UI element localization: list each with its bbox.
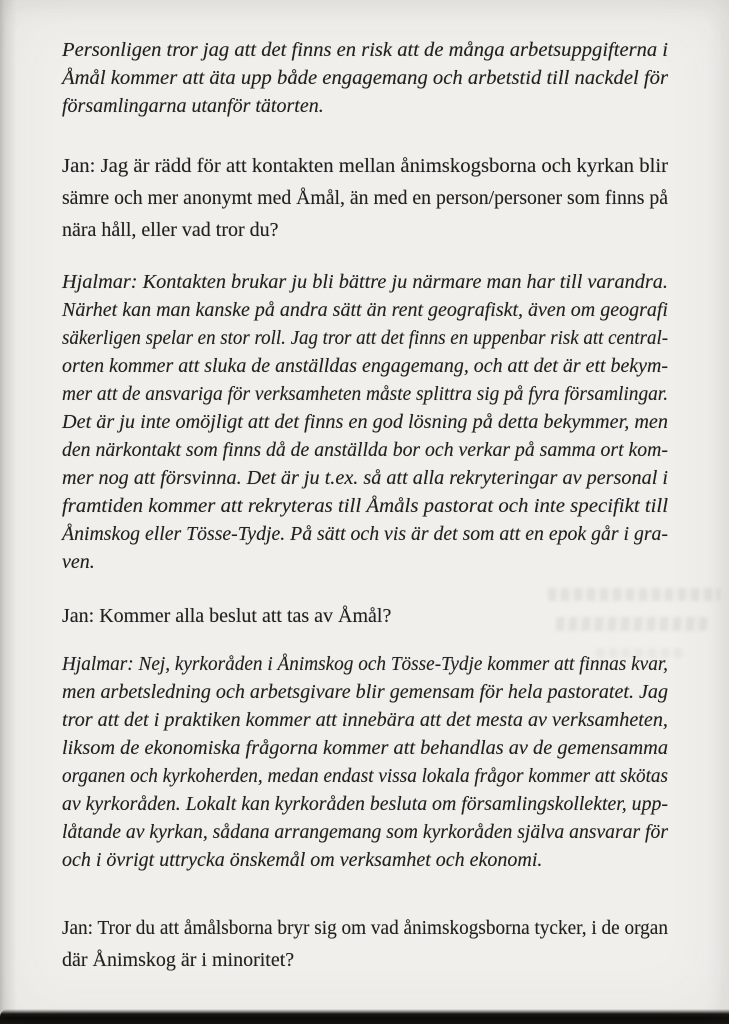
text-line	[62, 92, 668, 120]
text-line-content: låtande av kyrkan, sådana arrangemang som kyrkoråden själva ansvarar för	[62, 821, 668, 843]
text-line	[62, 150, 668, 182]
paragraph-6	[62, 912, 668, 976]
text-line-content: organen och kyrkoherden, medan endast vissa lokala frågor kommer att skötas	[62, 765, 669, 787]
text-line	[62, 734, 668, 762]
text-line	[62, 706, 668, 734]
text-line-content: sämre och mer anonymt med Åmål, än med en person/personer som finns på	[62, 187, 669, 209]
text-line-content: säkerligen spelar en stor roll. Jag tror att det finns en uppenbar risk att central-	[62, 327, 669, 349]
text-line-content: av kyrkoråden. Lokalt kan kyrkoråden besluta om församlingskollekter, upp-	[62, 793, 668, 815]
text-line	[62, 324, 668, 352]
text-line	[62, 944, 668, 976]
text-line	[62, 492, 668, 520]
text-line	[62, 520, 668, 548]
text-line-content: ven.	[62, 551, 95, 573]
text-line-content: Jan: Kommer alla beslut att tas av Åmål?	[62, 605, 392, 627]
text-line-content: mer nog att försvinna. Det är ju t.ex. så att alla rekryteringar av personal i	[62, 467, 669, 489]
text-line	[62, 678, 668, 706]
text-line-content: tror att det i praktiken kommer att innebära att det mesta av verksamheten,	[62, 709, 668, 731]
text-line-content: Ånimskog eller Tösse-Tydje. På sätt och vis är det som att en epok går i gra-	[62, 523, 669, 545]
text-line	[62, 380, 668, 408]
text-line	[62, 548, 668, 576]
text-line	[62, 818, 668, 846]
text-line-content: Närhet kan man kanske på andra sätt än rent geografiskt, även om geografi	[62, 299, 668, 321]
text-line-content: mer att de ansvariga för verksamheten måste splittra sig på fyra församlingar.	[62, 383, 669, 405]
text-line-content: och i övrigt uttrycka önskemål om verksamhet och ekonomi.	[62, 849, 543, 871]
text-line-content: nära håll, eller vad tror du?	[62, 219, 279, 241]
text-line-content: Personligen tror jag att det finns en risk att de många arbetsuppgifterna i	[62, 39, 669, 61]
text-line	[62, 36, 668, 64]
text-line-content: orten kommer att sluka de anställdas engagemang, och att det är ett bekym-	[62, 355, 669, 377]
text-line	[62, 846, 668, 874]
text-line	[62, 352, 668, 380]
text-line	[62, 650, 668, 678]
text-line-content: den närkontakt som finns då de anställda bor och verkar på samma ort kom-	[62, 439, 668, 461]
text-line-content: Åmål kommer att äta upp både engagemang och arbetstid till nackdel för	[62, 67, 668, 89]
paragraph-2	[62, 150, 668, 246]
text-line	[62, 214, 668, 246]
paragraph-1	[62, 36, 668, 120]
paragraph-3	[62, 268, 668, 576]
text-line	[62, 64, 668, 92]
text-line-content: Jan: Tror du att åmålsborna bryr sig om vad ånimskogsborna tycker, i de organ	[62, 917, 668, 939]
text-line-content: där Ånimskog är i minoritet?	[62, 949, 295, 971]
text-line	[62, 182, 668, 214]
text-line-content: församlingarna utanför tätorten.	[62, 95, 324, 117]
text-line	[62, 790, 668, 818]
text-line	[62, 296, 668, 324]
scan-left-edge-shadow	[0, 0, 18, 1024]
text-line-content: framtiden kommer att rekryteras till Åmåls pastorat och inte specifikt till	[62, 495, 668, 517]
text-line	[62, 268, 668, 296]
text-line	[62, 762, 668, 790]
text-line	[62, 408, 668, 436]
text-column	[62, 36, 668, 976]
paragraph-5	[62, 650, 668, 874]
text-line-content: Det är ju inte omöjligt att det finns en god lösning på detta bekymmer, men	[62, 411, 669, 433]
paragraph-4	[62, 600, 668, 632]
text-line-content: Hjalmar: Nej, kyrkoråden i Ånimskog och Tösse-Tydje kommer att finnas kvar,	[62, 653, 668, 675]
text-line	[62, 600, 668, 632]
scan-bottom-edge	[0, 1009, 729, 1024]
text-line	[62, 912, 668, 944]
text-line-content: Jan: Jag är rädd för att kontakten mellan ånimskogsborna och kyrkan blir	[62, 155, 669, 177]
text-line	[62, 464, 668, 492]
text-line-content: liksom de ekonomiska frågorna kommer att behandlas av de gemensamma	[62, 737, 669, 759]
text-line	[62, 436, 668, 464]
text-line-content: men arbetsledning och arbetsgivare blir gemensam för hela pastoratet. Jag	[62, 681, 668, 703]
text-line-content: Hjalmar: Kontakten brukar ju bli bättre ju närmare man har till varandra.	[62, 271, 669, 293]
